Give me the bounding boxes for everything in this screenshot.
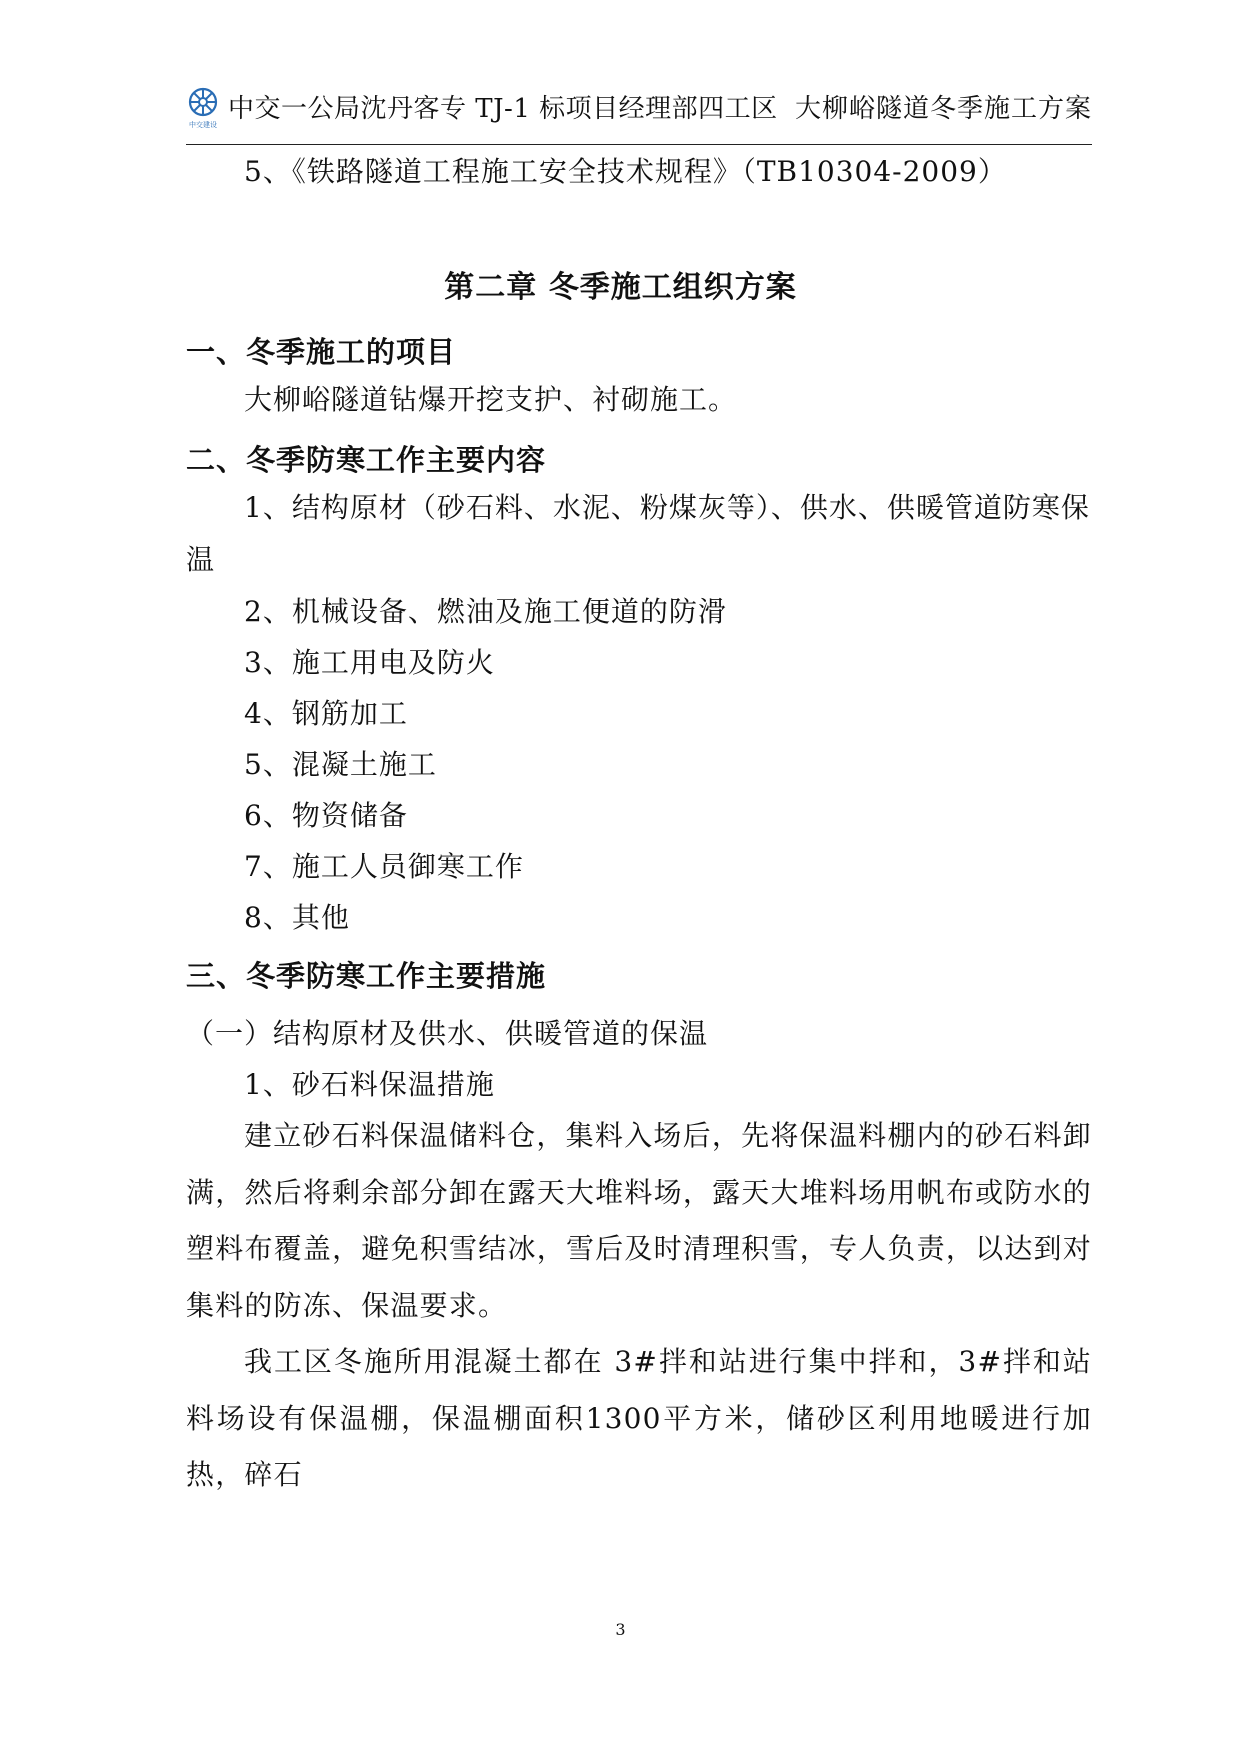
section-3-subheading: （一）结构原材及供水、供暖管道的保温 <box>186 1017 709 1050</box>
header-document-title: 大柳峪隧道冬季施工方案 <box>794 94 1092 124</box>
section-2-item: 7、施工人员御寒工作 <box>244 850 524 883</box>
section-2-item: 4、钢筋加工 <box>244 697 408 730</box>
section-2-item-1-line2: 温 <box>186 543 216 576</box>
section-2-item: 2、机械设备、燃油及施工便道的防滑 <box>244 595 727 628</box>
section-3-item-1: 1、砂石料保温措施 <box>244 1068 495 1101</box>
section-2-item: 5、混凝土施工 <box>244 748 437 781</box>
section-1-title: 一、冬季施工的项目 <box>186 335 457 369</box>
section-2-item: 3、施工用电及防火 <box>244 646 495 679</box>
paragraph-aggregate-storage: 建立砂石料保温储料仓，集料入场后，先将保温料棚内的砂石料卸满，然后将剩余部分卸在露天大堆料场，露天大堆料场用帆布或防水的塑料布覆盖，避免积雪结冰，雪后及时清理积雪，专人负责，以达到对集料的防冻、保温要求。 <box>186 1119 1092 1322</box>
section-2-title: 二、冬季防寒工作主要内容 <box>186 443 547 477</box>
company-logo-icon <box>186 86 220 130</box>
section-2-item: 8、其他 <box>244 901 350 934</box>
page-number: 3 <box>615 1620 626 1639</box>
section-3-title: 三、冬季防寒工作主要措施 <box>186 959 547 993</box>
header-divider <box>186 144 1092 145</box>
header-organization: 中交一公局沈丹客专 TJ-1 标项目经理部四工区 <box>228 94 778 124</box>
chapter-title: 第二章 冬季施工组织方案 <box>444 270 797 305</box>
section-2-item: 6、物资储备 <box>244 799 408 832</box>
section-2-item-1-line1: 1、结构原材（砂石料、水泥、粉煤灰等）、供水、供暖管道防寒保 <box>244 491 1090 524</box>
section-1-text: 大柳峪隧道钻爆开挖支护、衬砌施工。 <box>244 383 738 416</box>
reference-item-5: 5、《铁路隧道工程施工安全技术规程》（TB10304-2009） <box>244 155 1007 188</box>
logo-caption: 中交建设 <box>189 121 217 129</box>
page-header <box>186 84 1092 140</box>
paragraph-mixing-station: 我工区冬施所用混凝土都在 3#拌和站进行集中拌和，3#拌和站料场设有保温棚，保温棚面积1300平方米，储砂区利用地暖进行加热，碎石 <box>186 1345 1092 1492</box>
